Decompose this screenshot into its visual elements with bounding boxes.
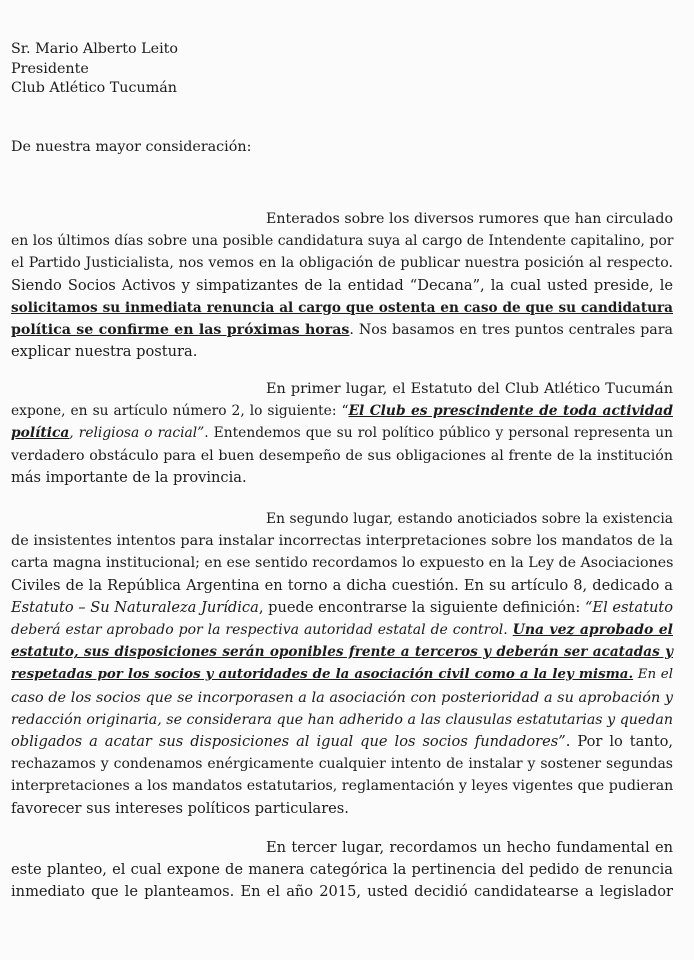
text-line: rechazamos y condenamos enérgicamente cualquier intento de instalar y sostener segundas xyxy=(11,756,673,773)
text-line xyxy=(11,597,673,619)
text-line: más importante de la provincia. xyxy=(11,468,247,486)
paragraph-law xyxy=(11,508,673,820)
text-line: carta magna institucional; en ese sentido recordamos lo expuesto en la Ley de Asociaciones xyxy=(11,555,674,572)
text-line: el Partido Justicialista, nos vemos en la obligación de publicar nuestra posición al respecto. xyxy=(11,255,673,272)
recipient-name: Sr. Mario Alberto Leito xyxy=(11,41,178,57)
text-line: En primer lugar, el Estatuto del Club Atlético Tucumán xyxy=(266,381,673,397)
text-fragment: obligados a acatar sus disposiciones al igual que los socios fundadores” xyxy=(11,733,566,751)
text-line xyxy=(11,663,673,686)
text-fragment: . Nos basamos en tres puntos centrales para xyxy=(349,322,673,339)
text-line xyxy=(11,400,673,422)
text-line: En tercer lugar, recordamos un hecho fundamental en xyxy=(266,839,673,856)
text-line: verdadero obstáculo para el buen desempeño de sus obligaciones al frente de la institución xyxy=(11,447,673,464)
text-line: explicar nuestra postura. xyxy=(11,343,198,361)
text-line xyxy=(11,422,673,444)
text-line: Siendo Socios Activos y simpatizantes de la entidad “Decana”, la cual usted preside, le xyxy=(11,276,673,294)
text-fragment: “El estatuto xyxy=(584,598,673,616)
statute-quote-end: política xyxy=(11,425,70,442)
text-fragment: expone, en su artículo número 2, lo siguiente: “ xyxy=(11,403,349,420)
text-fragment: . Por lo tanto, xyxy=(565,733,673,751)
statute-quote: El Club es prescindente de toda actividad xyxy=(348,403,673,420)
recipient-role: Presidente xyxy=(11,60,89,77)
text-line: inmediato que le planteamos. En el año 2015, usted decidió candidatearse a legislador xyxy=(11,883,673,901)
law-quote-end: respetadas por los socios y autoridades de la asociación civil como a la ley misma. xyxy=(11,666,634,683)
paragraph-rumors xyxy=(11,208,673,363)
text-fragment: . Entendemos que su rol político público y personal representa un xyxy=(204,425,673,442)
resignation-request-end: política se confirme en las próximas horas xyxy=(11,322,350,339)
text-line xyxy=(11,731,673,753)
text-line: caso de los socios que se incorporasen a la asociación con posterioridad a su aprobación y xyxy=(11,689,673,706)
text-line xyxy=(11,319,673,341)
text-fragment: Estatuto – Su Naturaleza Jurídica xyxy=(11,598,259,616)
text-line: Enterados sobre los diversos rumores que han circulado xyxy=(266,211,673,227)
text-line: interpretaciones a los mandatos estatutarios, reglamentación y leyes vigentes que pudieran xyxy=(11,778,674,795)
paragraph-third-point xyxy=(11,837,673,904)
greeting: De nuestra mayor consideración: xyxy=(11,139,252,155)
text-line: en los últimos días sobre una posible candidatura suya al cargo de Intendente capitalino, por xyxy=(11,233,674,250)
text-fragment: deberá estar aprobado por la respectiva autoridad estatal de control. xyxy=(11,622,513,639)
text-line: este planteo, el cual expone de manera categórica la pertinencia del pedido de renuncia xyxy=(11,861,673,879)
recipient-club: Club Atlético Tucumán xyxy=(11,80,177,96)
text-line: redacción originaria, se considerara que han adherido a las clausulas estatutarias y quedan xyxy=(11,711,673,728)
resignation-request: solicitamos su inmediata renuncia al cargo que ostenta en caso de que su candidatura xyxy=(11,299,673,316)
recipient-block xyxy=(11,40,178,99)
text-fragment: , religiosa o racial” xyxy=(69,425,205,442)
law-quote: Una vez aprobado el xyxy=(512,622,673,639)
text-fragment: , puede encontrarse la siguiente definición: xyxy=(258,598,585,616)
paragraph-statute xyxy=(11,378,673,489)
text-line xyxy=(11,619,673,641)
text-line: de insistentes intentos para instalar incorrectas interpretaciones sobre los mandatos de la xyxy=(11,533,673,550)
text-line: favorecer sus intereses políticos particulares. xyxy=(11,799,349,817)
law-quote-line: estatuto, sus disposiciones serán oponibles frente a terceros y deberán ser acatadas y xyxy=(11,644,673,661)
text-fragment: En el xyxy=(633,667,674,683)
text-line: Civiles de la República Argentina en torno a dicha cuestión. En su artículo 8, dedicado a xyxy=(11,576,673,594)
text-line: En segundo lugar, estando anoticiados sobre la existencia xyxy=(266,511,673,527)
